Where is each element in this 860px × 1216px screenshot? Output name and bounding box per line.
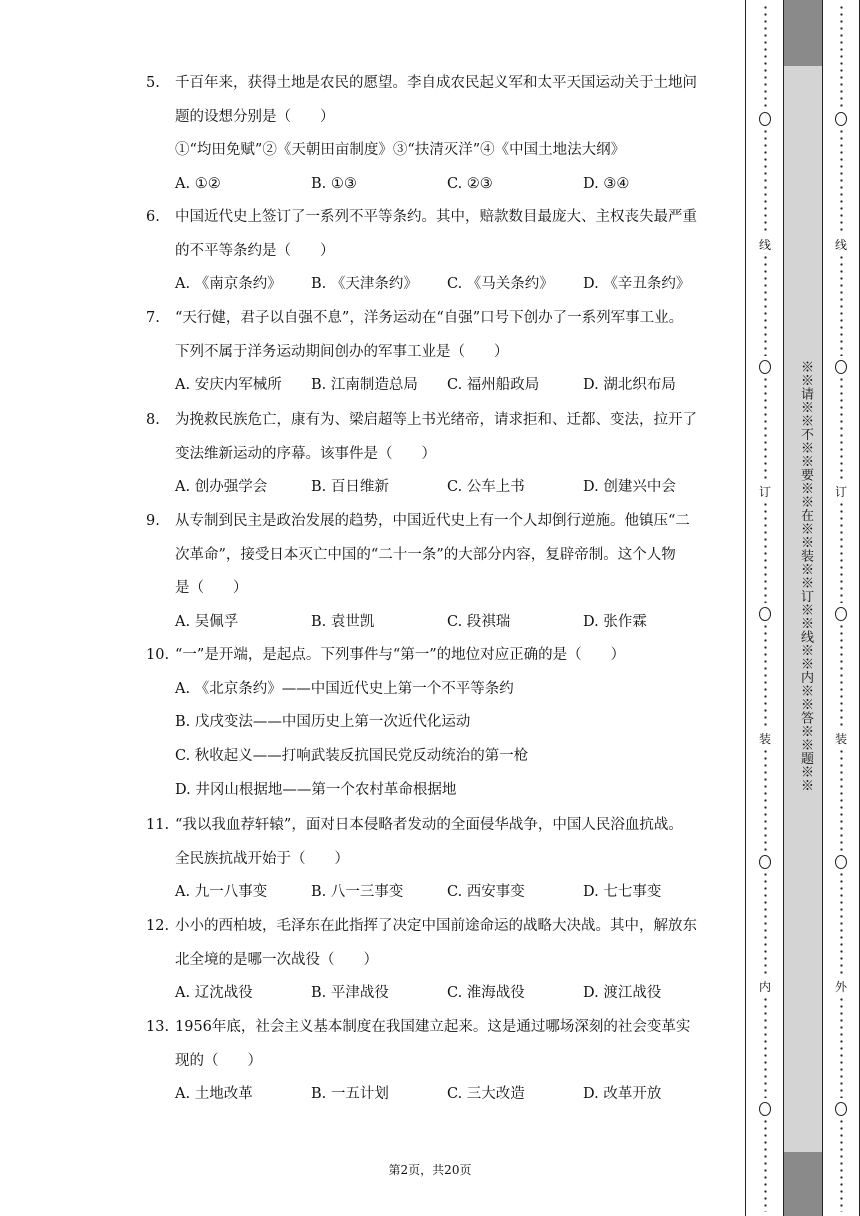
option-b[interactable]: B. ①③ bbox=[311, 176, 357, 193]
binding-dotted-line bbox=[840, 128, 843, 234]
option-b[interactable]: B. 一五计划 bbox=[311, 1086, 389, 1103]
binding-inner-label: 内 bbox=[758, 980, 771, 994]
warning-band bbox=[783, 0, 823, 1216]
binding-dotted-line bbox=[764, 871, 767, 976]
question-text-line: “我以我血荐轩辕”，面对日本侵略者发动的全面侵华战争，中国人民浴血抗战。 bbox=[175, 817, 683, 833]
binding-dotted-line bbox=[764, 501, 767, 603]
binding-dotted-line bbox=[840, 4, 843, 108]
binding-circle-icon bbox=[835, 855, 847, 869]
option-c[interactable]: C. ②③ bbox=[447, 176, 493, 193]
question-text-line: 千百年来，获得土地是农民的愿望。李自成农民起义军和太平天国运动关于土地问 bbox=[175, 75, 697, 91]
option-a[interactable]: A. 土地改革 bbox=[175, 1086, 253, 1103]
binding-dotted-line bbox=[764, 4, 767, 108]
question-number: 7. bbox=[146, 310, 160, 326]
option-b[interactable]: B. 百日维新 bbox=[311, 479, 389, 496]
binding-dotted-line bbox=[764, 254, 767, 356]
binding-dotted-line bbox=[840, 871, 843, 976]
binding-dotted-line bbox=[840, 996, 843, 1098]
binding-outer-label: 线 bbox=[834, 238, 847, 252]
question-text-line: 为挽救民族危亡，康有为、梁启超等上书光绪帝，请求拒和、迁都、变法，拉开了 bbox=[175, 412, 697, 428]
option-a[interactable]: A. 九一八事变 bbox=[175, 884, 268, 901]
question-number: 13. bbox=[146, 1019, 170, 1035]
option-b[interactable]: B. 江南制造总局 bbox=[311, 377, 418, 394]
warning-band-top-block bbox=[784, 0, 822, 66]
question-text-line: 小小的西柏坡，毛泽东在此指挥了决定中国前途命运的战略大决战。其中，解放东 bbox=[175, 918, 697, 934]
question-number: 6. bbox=[146, 209, 160, 225]
option-a[interactable]: A. 安庆内军械所 bbox=[175, 377, 282, 394]
option-d[interactable]: D. 创建兴中会 bbox=[583, 479, 676, 496]
question-text-line: 1956年底，社会主义基本制度在我国建立起来。这是通过哪场深刻的社会变革实 bbox=[175, 1019, 691, 1035]
binding-dotted-line bbox=[840, 501, 843, 603]
question-number: 11. bbox=[146, 817, 170, 833]
question-number: 8. bbox=[146, 412, 160, 428]
option-c[interactable]: C. 秋收起义——打响武装反抗国民党反动统治的第一枪 bbox=[175, 748, 529, 765]
question-number: 9. bbox=[146, 513, 160, 529]
binding-circle-icon bbox=[835, 1102, 847, 1116]
question-text-line: 的不平等条约是（ ） bbox=[175, 242, 335, 259]
option-d[interactable]: D. 七七事变 bbox=[583, 884, 662, 901]
question-number: 5. bbox=[146, 75, 160, 91]
binding-dotted-line bbox=[764, 128, 767, 234]
option-d[interactable]: D. ③④ bbox=[583, 176, 630, 193]
binding-circle-icon bbox=[759, 1102, 771, 1116]
option-a[interactable]: A. 辽沈战役 bbox=[175, 985, 253, 1002]
binding-inner-label: 线 bbox=[758, 238, 771, 252]
option-a[interactable]: A. 《北京条约》——中国近代史上第一个不平等条约 bbox=[175, 680, 514, 697]
binding-dotted-line bbox=[840, 748, 843, 851]
page-footer bbox=[0, 1162, 860, 1178]
binding-dotted-line bbox=[840, 254, 843, 356]
question-text-line: 变法维新运动的序幕。该事件是（ ） bbox=[175, 445, 436, 462]
option-c[interactable]: C. 西安事变 bbox=[447, 884, 525, 901]
binding-outer-label: 外 bbox=[834, 980, 847, 994]
binding-dotted-line bbox=[764, 376, 767, 481]
option-c[interactable]: C. 淮海战役 bbox=[447, 985, 525, 1002]
page-number: 第2页，共20页 bbox=[388, 1163, 472, 1177]
option-d[interactable]: D. 张作霖 bbox=[583, 614, 647, 631]
binding-dotted-line bbox=[764, 623, 767, 728]
binding-dotted-line bbox=[840, 623, 843, 728]
binding-outer-label: 订 bbox=[834, 485, 847, 499]
binding-circle-icon bbox=[759, 855, 771, 869]
binding-circle-icon bbox=[759, 360, 771, 374]
option-d[interactable]: D. 湖北织布局 bbox=[583, 377, 676, 394]
binding-dotted-line bbox=[840, 1118, 843, 1212]
warning-text: ※※请※※不※※要※※在※※装※※订※※线※※内※※答※※题※※ bbox=[798, 360, 813, 792]
option-c[interactable]: C. 三大改造 bbox=[447, 1086, 525, 1103]
question-text-line: 下列不属于洋务运动期间创办的军事工业是（ ） bbox=[175, 343, 509, 360]
option-a[interactable]: A. 吴佩孚 bbox=[175, 614, 239, 631]
option-b[interactable]: B. 戊戌变法——中国历史上第一次近代化运动 bbox=[175, 714, 471, 731]
question-text-line: 次革命”，接受日本灭亡中国的“二十一条”的大部分内容，复辟帝制。这个人物 bbox=[175, 546, 676, 563]
question-text-line: 题的设想分别是（ ） bbox=[175, 108, 335, 125]
question-number: 12. bbox=[146, 918, 170, 934]
option-b[interactable]: B. 平津战役 bbox=[311, 985, 389, 1002]
question-text-line: 北全境的是哪一次战役（ ） bbox=[175, 951, 378, 968]
question-text-line: 中国近代史上签订了一系列不平等条约。其中，赔款数目最庞大、主权丧失最严重 bbox=[175, 209, 697, 225]
option-c[interactable]: C. 段祺瑞 bbox=[447, 614, 511, 631]
binding-dotted-line bbox=[764, 1118, 767, 1212]
option-c[interactable]: C. 福州船政局 bbox=[447, 377, 540, 394]
option-c[interactable]: C. 《马关条约》 bbox=[447, 276, 554, 293]
binding-circle-icon bbox=[835, 112, 847, 126]
binding-circle-icon bbox=[759, 607, 771, 621]
question-text-line: ①“均田免赋”②《天朝田亩制度》③“扶清灭洋”④《中国土地法大纲》 bbox=[175, 142, 626, 159]
binding-outer-label: 装 bbox=[834, 732, 847, 746]
option-b[interactable]: B. 《天津条约》 bbox=[311, 276, 418, 293]
option-a[interactable]: A. ①② bbox=[175, 176, 221, 193]
binding-dotted-line bbox=[764, 748, 767, 851]
binding-circle-icon bbox=[759, 112, 771, 126]
binding-border-left bbox=[745, 0, 746, 1216]
option-a[interactable]: A. 创办强学会 bbox=[175, 479, 268, 496]
question-text-line: “一”是开端，是起点。下列事件与“第一”的地位对应正确的是（ ） bbox=[175, 647, 626, 663]
warning-band-bottom-block bbox=[784, 1152, 822, 1216]
question-text-line: 从专制到民主是政治发展的趋势，中国近代史上有一个人却倒行逆施。他镇压“二 bbox=[175, 513, 690, 529]
binding-dotted-line bbox=[840, 376, 843, 481]
option-b[interactable]: B. 八一三事变 bbox=[311, 884, 404, 901]
option-b[interactable]: B. 袁世凯 bbox=[311, 614, 375, 631]
option-d[interactable]: D. 改革开放 bbox=[583, 1086, 662, 1103]
question-text-line: “天行健，君子以自强不息”，洋务运动在“自强”口号下创办了一系列军事工业。 bbox=[175, 310, 684, 326]
option-a[interactable]: A. 《南京条约》 bbox=[175, 276, 282, 293]
option-d[interactable]: D. 《辛丑条约》 bbox=[583, 276, 691, 293]
binding-inner-label: 订 bbox=[758, 485, 771, 499]
binding-inner-label: 装 bbox=[758, 732, 771, 746]
binding-circle-icon bbox=[835, 360, 847, 374]
option-c[interactable]: C. 公车上书 bbox=[447, 479, 525, 496]
binding-circle-icon bbox=[835, 607, 847, 621]
binding-column-outer bbox=[823, 0, 859, 1216]
option-d[interactable]: D. 渡江战役 bbox=[583, 985, 662, 1002]
binding-column-inner bbox=[747, 0, 783, 1216]
question-text-line: 是（ ） bbox=[175, 580, 248, 597]
question-text-line: 全民族抗战开始于（ ） bbox=[175, 850, 349, 867]
question-text-line: 现的（ ） bbox=[175, 1052, 262, 1069]
binding-dotted-line bbox=[764, 996, 767, 1098]
option-d[interactable]: D. 井冈山根据地——第一个农村革命根据地 bbox=[175, 781, 457, 798]
question-number: 10. bbox=[146, 647, 170, 663]
